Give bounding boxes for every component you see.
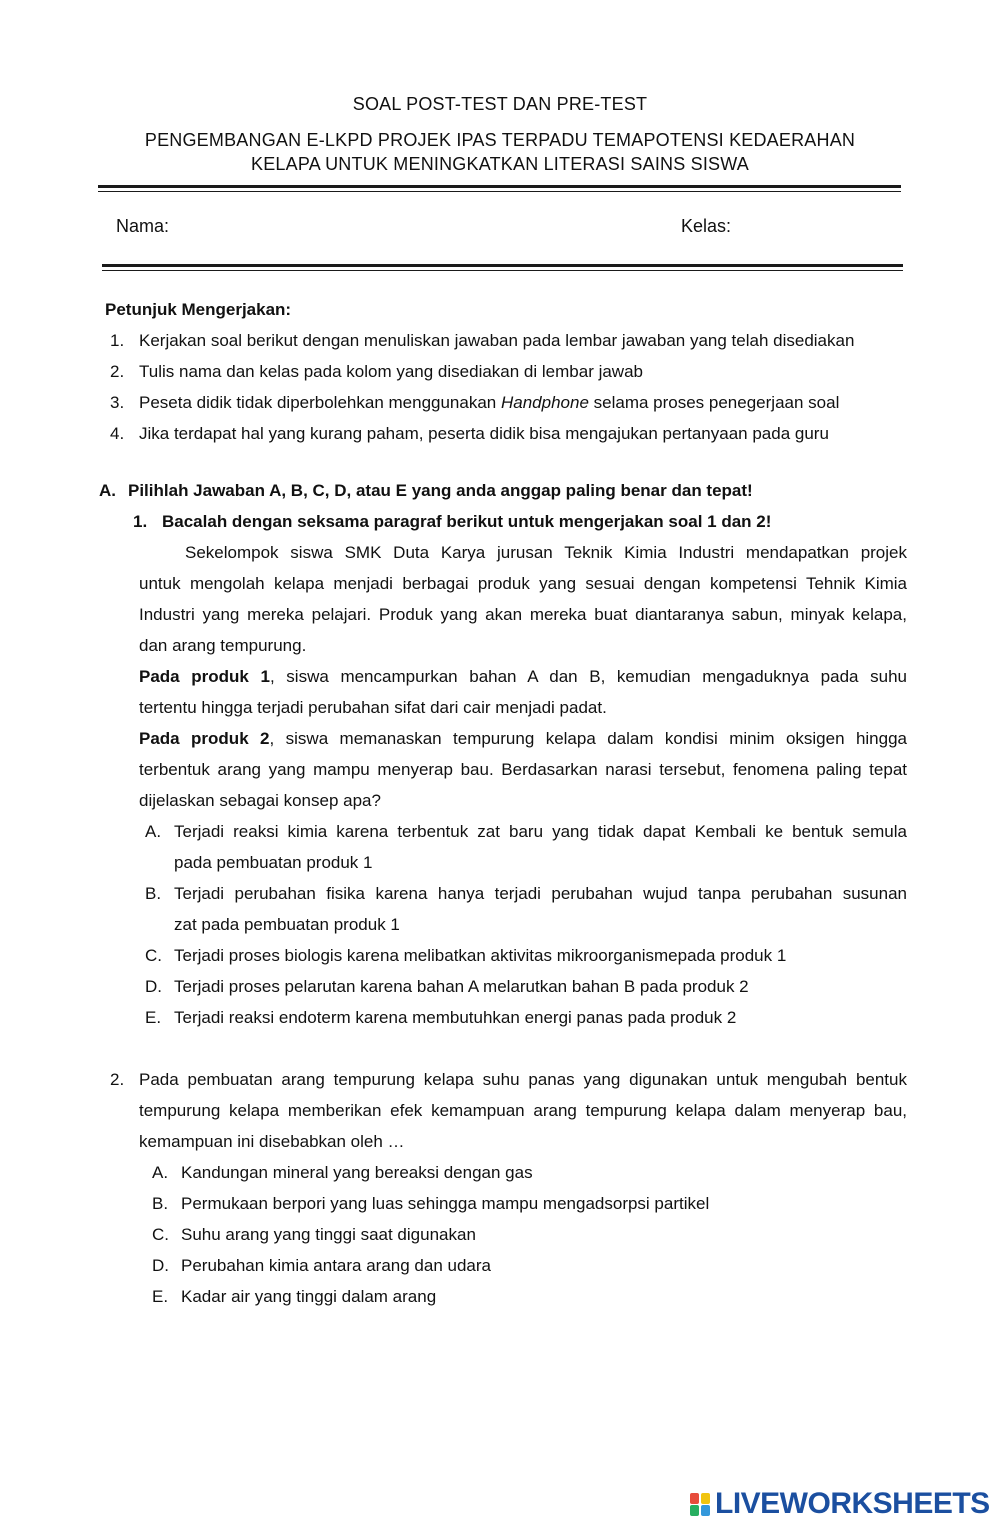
- liveworksheets-logo-icon: [690, 1491, 712, 1517]
- question-2-number: 2.: [110, 1070, 125, 1089]
- page-title: SOAL POST-TEST DAN PRE-TEST: [352, 94, 648, 114]
- question-2-line: kemampuan ini disebabkan oleh …: [139, 1132, 405, 1151]
- option-text: Perubahan kimia antara arang dan udara: [181, 1256, 491, 1275]
- option-letter: B.: [145, 884, 162, 903]
- instruction-number: 1.: [110, 331, 125, 350]
- q2-option-c[interactable]: [152, 1225, 476, 1245]
- instruction-text: selama proses penegerjaan soal: [588, 393, 840, 412]
- option-text: Terjadi reaksi endoterm karena membutuhkan energi panas pada produk 2: [174, 1008, 737, 1027]
- divider-top-thin: [98, 191, 901, 192]
- q2-option-e[interactable]: [152, 1287, 436, 1307]
- option-letter: E.: [145, 1008, 162, 1027]
- question-instruction-text: Bacalah dengan seksama paragraf berikut untuk mengerjakan soal 1 dan 2!: [162, 512, 772, 531]
- option-letter: A.: [145, 822, 162, 841]
- kelas-label: Kelas:: [681, 216, 732, 236]
- section-label: A.: [99, 481, 116, 500]
- question-2-line: Pada pembuatan arang tempurung kelapa suhu panas yang digunakan untuk mengubah bentuk: [139, 1070, 907, 1089]
- q2-option-a[interactable]: [152, 1163, 533, 1183]
- product-2-label: Pada produk 2: [139, 729, 270, 748]
- question-number: 1.: [133, 512, 148, 531]
- passage-line: terbentuk arang yang mampu menyerap bau. Berdasarkan narasi tersebut, fenomena paling tepat: [139, 760, 907, 779]
- question-1-prompt: dijelaskan sebagai konsep apa?: [139, 791, 381, 810]
- instruction-number: 3.: [110, 393, 125, 412]
- section-a-heading: [99, 481, 753, 501]
- liveworksheets-logo[interactable]: [690, 1487, 990, 1521]
- subtitle-line-2: KELAPA UNTUK MENINGKATKAN LITERASI SAINS SISWA: [251, 154, 749, 174]
- option-letter: C.: [152, 1225, 169, 1244]
- instruction-text: Peseta didik tidak diperbolehkan menggunakan: [139, 393, 501, 412]
- passage-line: Industri yang mereka pelajari. Produk yang akan mereka buat diantaranya sabun, minyak kelapa,: [139, 605, 907, 624]
- option-text: Terjadi reaksi kimia karena terbentuk zat baru yang tidak dapat Kembali ke bentuk semula: [174, 822, 907, 841]
- product-1-paragraph: [139, 667, 907, 687]
- subtitle-line-1: PENGEMBANGAN E-LKPD PROJEK IPAS TERPADU TEMAPOTENSI KEDAERAHAN: [144, 130, 856, 150]
- passage-line: dan arang tempurung.: [139, 636, 307, 655]
- option-letter: A.: [152, 1163, 169, 1182]
- q1-option-c[interactable]: [145, 946, 786, 966]
- option-letter: C.: [145, 946, 162, 965]
- question-1-instruction: [133, 512, 771, 532]
- instruction-number: 2.: [110, 362, 125, 381]
- passage-line: Sekelompok siswa SMK Duta Karya jurusan Teknik Kimia Industri mendapatkan projek: [185, 543, 907, 562]
- page-subtitle: [0, 128, 1000, 176]
- product-2-paragraph: [139, 729, 907, 749]
- nama-label: Nama:: [116, 216, 170, 236]
- q2-option-d[interactable]: [152, 1256, 491, 1276]
- option-letter: B.: [152, 1194, 169, 1213]
- instruction-number: 4.: [110, 424, 125, 443]
- product-1-text: , siswa mencampurkan bahan A dan B, kemudian mengaduknya pada suhu: [269, 667, 907, 686]
- instruction-text: Tulis nama dan kelas pada kolom yang disediakan di lembar jawab: [139, 362, 643, 381]
- option-letter: D.: [145, 977, 162, 996]
- divider-mid-thick: [102, 264, 903, 267]
- instruction-text-italic: Handphone: [500, 393, 589, 412]
- option-text: Terjadi proses pelarutan karena bahan A melarutkan bahan B pada produk 2: [174, 977, 749, 996]
- passage-line: untuk mengolah kelapa menjadi berbagai produk yang sesuai dengan kompetensi Tehnik Kimia: [139, 574, 907, 593]
- section-heading-text: Pilihlah Jawaban A, B, C, D, atau E yang anda anggap paling benar dan tepat!: [128, 481, 753, 500]
- liveworksheets-logo-text: LIVEWORKSHEETS: [715, 1487, 990, 1520]
- option-letter: D.: [152, 1256, 169, 1275]
- product-2-text: , siswa memanaskan tempurung kelapa dalam kondisi minim oksigen hingga: [269, 729, 908, 748]
- option-letter: E.: [152, 1287, 169, 1306]
- instruction-item: [110, 362, 643, 382]
- option-text: Suhu arang yang tinggi saat digunakan: [181, 1225, 476, 1244]
- option-text: Terjadi proses biologis karena melibatkan aktivitas mikroorganismepada produk 1: [174, 946, 787, 965]
- q1-option-e[interactable]: [145, 1008, 736, 1028]
- option-text: Kadar air yang tinggi dalam arang: [181, 1287, 437, 1306]
- instruction-text: Kerjakan soal berikut dengan menuliskan jawaban pada lembar jawaban yang telah disediakan: [139, 331, 855, 350]
- divider-mid-thin: [102, 270, 903, 271]
- option-text: pada pembuatan produk 1: [174, 853, 373, 872]
- question-2-line: tempurung kelapa memberikan efek kemampuan arang tempurung kelapa dalam menyerap bau,: [139, 1101, 907, 1120]
- instruction-item: [110, 393, 839, 413]
- option-text: Kandungan mineral yang bereaksi dengan gas: [181, 1163, 533, 1182]
- option-text: Terjadi perubahan fisika karena hanya terjadi perubahan wujud tanpa perubahan susunan: [174, 884, 907, 903]
- q1-option-d[interactable]: [145, 977, 749, 997]
- passage-line: tertentu hingga terjadi perubahan sifat dari cair menjadi padat.: [139, 698, 607, 717]
- instruction-item: [110, 424, 829, 444]
- option-text: Permukaan berpori yang luas sehingga mampu mengadsorpsi partikel: [181, 1194, 710, 1213]
- instruction-item: [110, 331, 854, 351]
- q2-option-b[interactable]: [152, 1194, 709, 1214]
- option-text: zat pada pembuatan produk 1: [174, 915, 400, 934]
- divider-top-thick: [98, 185, 901, 188]
- instructions-heading: Petunjuk Mengerjakan:: [105, 300, 292, 319]
- instruction-text: Jika terdapat hal yang kurang paham, peserta didik bisa mengajukan pertanyaan pada guru: [139, 424, 829, 443]
- product-1-label: Pada produk 1: [139, 667, 270, 686]
